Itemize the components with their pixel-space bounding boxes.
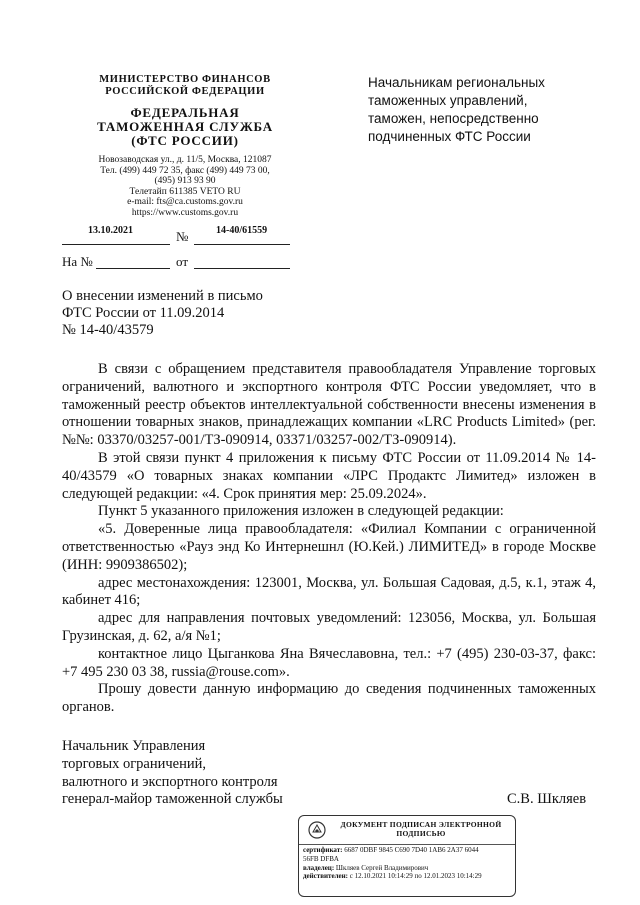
certificate-row: сертификат: 6687 0DBF 9845 C690 7D40 1AB6 2A37 6044 xyxy=(303,846,479,854)
body-paragraph: В связи с обращением представителя правообладателя Управление торговых ограничений, валютного и экспортного контроля ФТС России уведомляет, что в таможенный реестр объектов интеллектуальной собственности внесены изменения в отношении товарных знаков, принадлежащих компании «LRC Products Limited» (рег. №№: 03370/03257-001/ТЗ-090914, 03371/03257-002/ТЗ-090914). xyxy=(62,361,596,449)
certificate-row-cont: 56FB DFBA xyxy=(303,854,339,863)
emblem-icon xyxy=(307,820,327,840)
body-paragraph: В этой связи пункт 4 приложения к письму ФТС России от 11.09.2014 № 14-40/43579 «О товарных знаках компании «ЛРС Продактс Лимитед» изложен в следующей редакции: «4. Срок принятия мер: 25.09.2024». xyxy=(62,449,596,502)
validity-row: действителен: с 12.10.2021 10:14:29 по 12.01.2023 10:14:29 xyxy=(303,872,482,881)
subject: О внесении изменений в письмо ФТС России от 11.09.2014 № 14-40/43579 xyxy=(62,288,263,338)
owner-row: владелец: Шкляев Сергей Владимирович xyxy=(303,863,429,872)
signatory-position: Начальник Управления торговых ограничений, валютного и экспортного контроля генерал-майор таможенной службы xyxy=(62,738,283,808)
reg-number-sign: № xyxy=(176,229,189,244)
agency-name: ФЕДЕРАЛЬНАЯ ТАМОЖЕННАЯ СЛУЖБА (ФТС РОССИИ) xyxy=(97,105,273,148)
signatory-name: С.В. Шкляев xyxy=(507,791,587,807)
letter-body xyxy=(62,361,596,717)
body-paragraph: адрес для направления почтовых уведомлений: 123056, Москва, ул. Большая Грузинская, д. 62, а/я №1; xyxy=(62,610,596,644)
body-paragraph: Прошу довести данную информацию до сведения подчиненных таможенных органов. xyxy=(62,681,596,716)
reg-date: 13.10.2021 xyxy=(88,225,133,236)
body-paragraph: «5. Доверенные лица правообладателя: «Филиал Компании с ограниченной ответственностью «Рауз энд Ко Интернешнл (Ю.Кей.) ЛИМИТЕД» в городе Москве (ИНН: 9909386502); xyxy=(62,521,596,573)
reg-number: 14-40/61559 xyxy=(216,225,268,236)
reply-from-label: от xyxy=(176,254,189,269)
reply-date-underline xyxy=(194,254,290,269)
addressee: Начальникам региональных таможенных управлений, таможен, непосредственно подчиненных ФТС России xyxy=(368,75,545,144)
body-paragraph: Пункт 5 указанного приложения изложен в следующей редакции: xyxy=(98,503,504,520)
digital-signature-title: ДОКУМЕНТ ПОДПИСАН ЭЛЕКТРОННОЙ ПОДПИСЬЮ xyxy=(340,820,502,838)
reply-number-label: На № xyxy=(62,254,93,269)
digital-signature-stamp xyxy=(298,815,516,897)
body-paragraph: адрес местонахождения: 123001, Москва, ул. Большая Садовая, д.5, к.1, этаж 4, кабинет 416; xyxy=(62,574,596,609)
ministry-name: МИНИСТЕРСТВО ФИНАНСОВ РОССИЙСКОЙ ФЕДЕРАЦИИ xyxy=(99,74,271,97)
body-paragraph: контактное лицо Цыганкова Яна Вячеславовна, тел.: +7 (495) 230-03-37, факс: +7 495 230 03 38, russia@rouse.com». xyxy=(62,645,596,680)
reply-number-underline xyxy=(96,254,170,269)
agency-contacts: Новозаводская ул., д. 11/5, Москва, 121087 Тел. (499) 449 72 35, факс (499) 449 73 00, (495) 913 93 90 Телетайп 611385 VETO RU e-mail: fts@ca.customs.gov.ru https://www.customs.gov.ru xyxy=(98,155,272,218)
